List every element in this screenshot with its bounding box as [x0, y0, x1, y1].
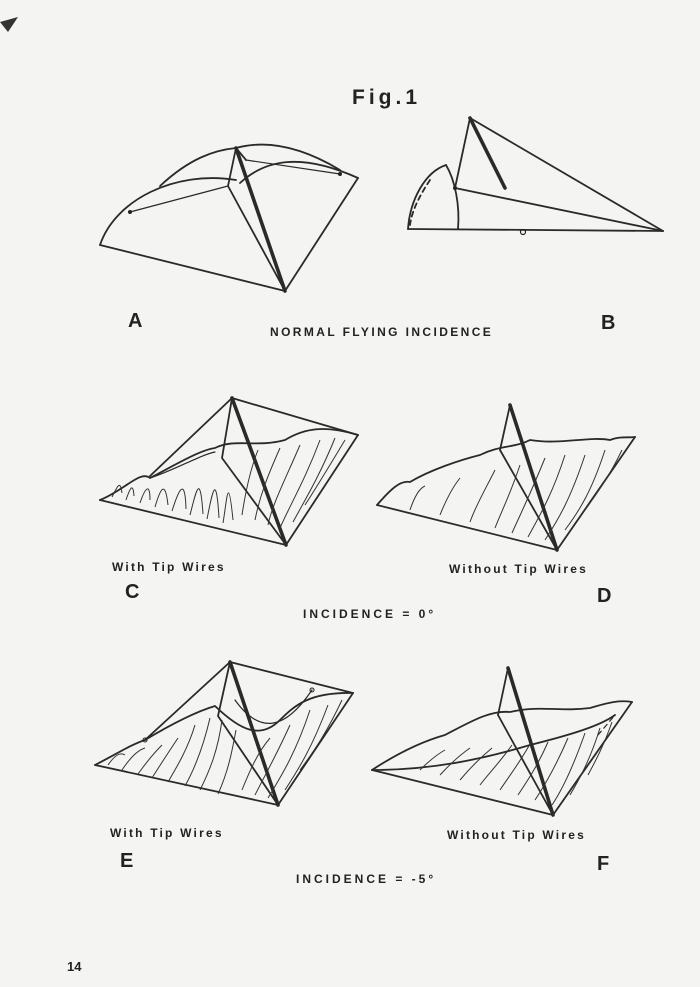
panel-c-drawing — [100, 398, 358, 545]
panel-e-caption: With Tip Wires — [110, 826, 224, 840]
panel-b-label: B — [601, 312, 616, 334]
panel-f-caption: Without Tip Wires — [447, 828, 586, 842]
panel-d-drawing — [377, 405, 635, 550]
panel-a-label: A — [128, 310, 143, 332]
page-number: 14 — [67, 959, 82, 974]
panel-a-drawing — [100, 145, 358, 291]
row3-caption: INCIDENCE = -5° — [296, 872, 437, 886]
panel-f-label: F — [597, 853, 610, 875]
panel-b-drawing — [408, 118, 663, 235]
panel-c-caption: With Tip Wires — [112, 560, 226, 574]
figure-title: Fig.1 — [352, 86, 422, 109]
panel-e-label: E — [120, 850, 134, 872]
panel-d-caption: Without Tip Wires — [449, 562, 588, 576]
panel-d-label: D — [597, 585, 612, 607]
corner-mark — [0, 17, 18, 32]
row1-caption: NORMAL FLYING INCIDENCE — [270, 325, 494, 339]
panel-f-drawing — [372, 668, 632, 815]
row2-caption: INCIDENCE = 0° — [303, 607, 437, 621]
panel-e-drawing — [95, 662, 353, 805]
panel-c-label: C — [125, 581, 140, 603]
